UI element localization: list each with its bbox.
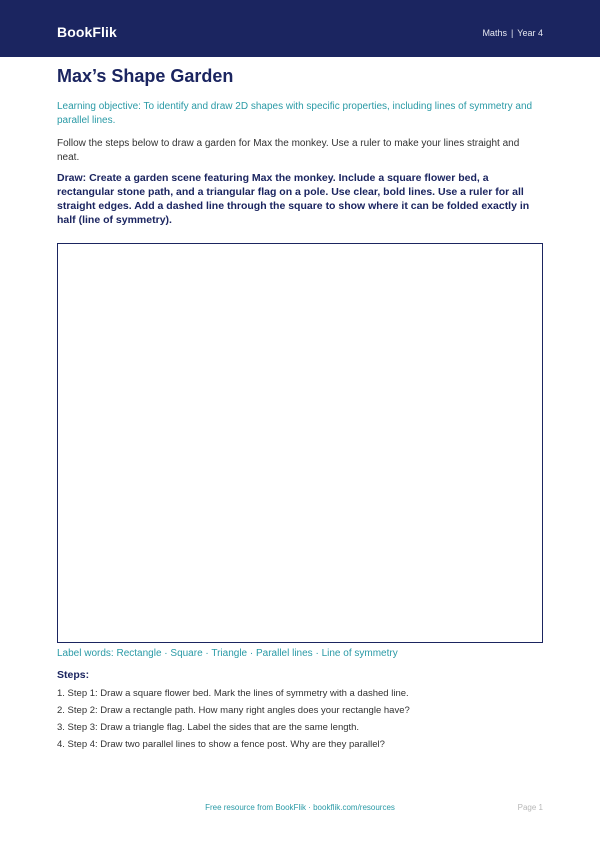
steps-list <box>57 688 410 756</box>
year-label: Year 4 <box>517 28 543 38</box>
page-title: Max’s Shape Garden <box>57 66 234 86</box>
brand-logo-text: BookFlik <box>57 24 117 40</box>
instructions-text: Follow the steps below to draw a garden for Max the monkey. Use a ruler to make your lines straight and neat. <box>57 138 520 163</box>
label-words: Label words: Rectangle · Square · Triangle · Parallel lines · Line of symmetry <box>57 648 398 659</box>
page-number: Page 1 <box>517 803 543 812</box>
page-header <box>0 0 600 57</box>
subject-label: Maths <box>482 28 507 38</box>
footer-resource-link[interactable]: Free resource from BookFlik · bookflik.com/resources <box>205 803 395 812</box>
step-item: 2. Step 2: Draw a rectangle path. How many right angles does your rectangle have? <box>57 705 410 716</box>
subject-year-meta <box>482 28 543 38</box>
step-item: 4. Step 4: Draw two parallel lines to show a fence post. Why are they parallel? <box>57 739 385 750</box>
step-item: 3. Step 3: Draw a triangle flag. Label the sides that are the same length. <box>57 722 360 733</box>
step-item: 1. Step 1: Draw a square flower bed. Mark the lines of symmetry with a dashed line. <box>57 688 409 699</box>
drawing-area[interactable] <box>57 243 543 643</box>
steps-heading: Steps: <box>57 669 90 681</box>
learning-objective: Learning objective: To identify and draw 2D shapes with specific properties, including lines of symmetry and parallel lines. <box>57 101 533 126</box>
meta-separator: | <box>510 28 514 38</box>
draw-prompt: Draw: Create a garden scene featuring Max the monkey. Include a square flower bed, a rectangular stone path, and a triangular flag on a pole. Use clear, bold lines. Use a ruler for all straight edges. Add a dashed line through the square to show where it can be folded exactly in half (line of symmetry). <box>57 172 530 226</box>
